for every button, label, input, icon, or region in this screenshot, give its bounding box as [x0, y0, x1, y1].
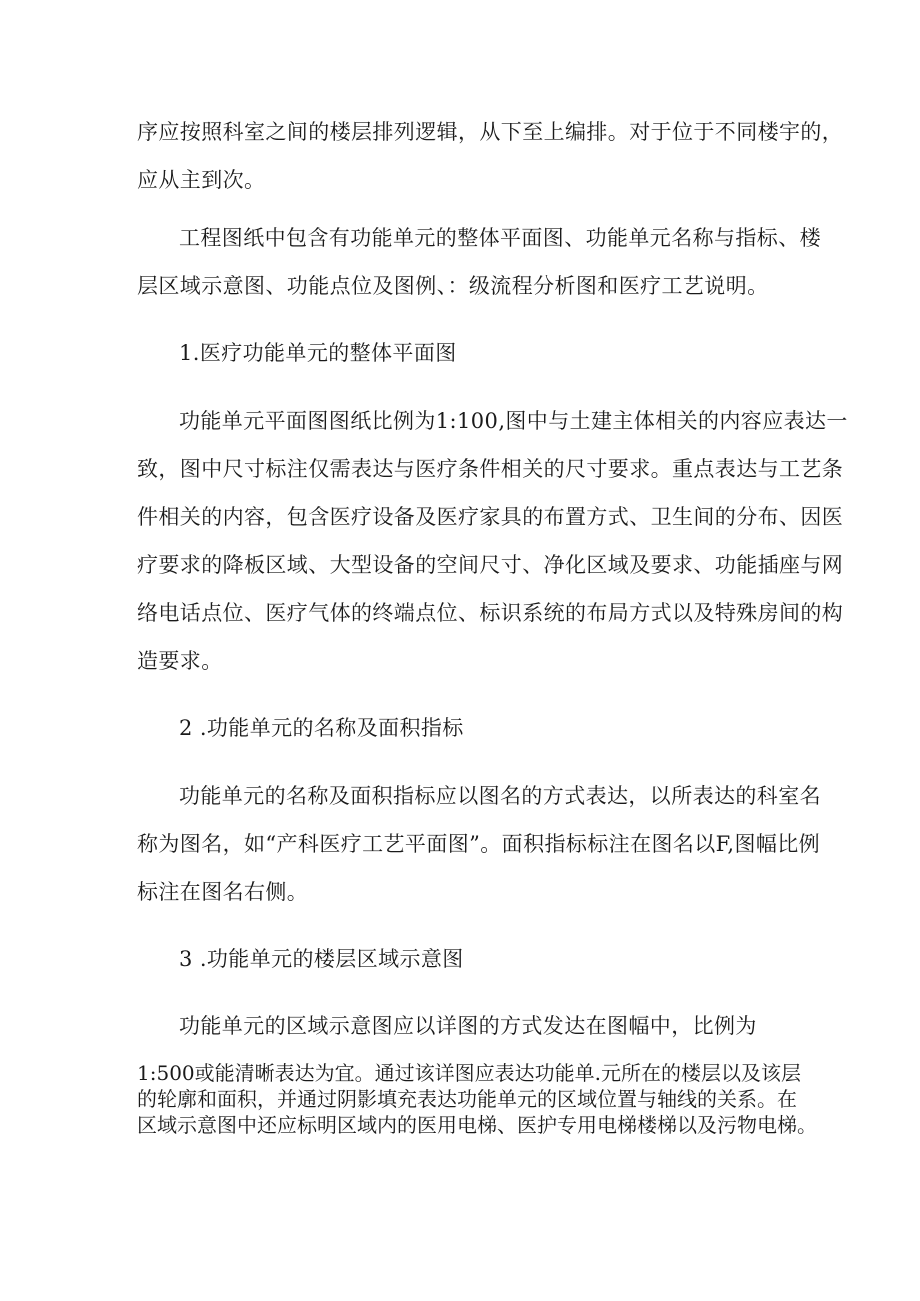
paragraph-line: 应从主到次。 [137, 168, 266, 192]
paragraph-line: 标注在图名右侧。 [137, 880, 309, 904]
section-heading: 2 .功能单元的名称及面积指标 [179, 716, 464, 740]
paragraph-line: 的轮廓和面积，并通过阴影填充表达功能单元的区域位置与轴线的关系。在 [137, 1087, 797, 1111]
paragraph-line: 序应按照科室之间的楼层排列逻辑，从下至上编排。对于位于不同楼宇的， [137, 120, 844, 144]
paragraph-line: 工程图纸中包含有功能单元的整体平面图、功能单元名称与指标、楼 [179, 226, 821, 250]
paragraph-line: 疗要求的降板区域、大型设备的空间尺寸、净化区域及要求、功能插座与网 [137, 553, 844, 577]
paragraph-line: 1:500或能清晰表达为宜。通过该详图应表达功能单.元所在的楼层以及该层 [137, 1061, 801, 1085]
paragraph-line: 功能单元的名称及面积指标应以图名的方式表达，以所表达的科室名 [179, 784, 821, 808]
section-heading: 3 .功能单元的楼层区域示意图 [179, 947, 464, 971]
paragraph-line: 层区域示意图、功能点位及图例、：级流程分析图和医疗工艺说明。 [137, 274, 769, 298]
paragraph-line: 区域示意图中还应标明区域内的医用电梯、医护专用电梯楼梯以及污物电梯。 [137, 1113, 817, 1137]
section-heading: 1.医疗功能单元的整体平面图 [179, 341, 457, 365]
paragraph-line: 致，图中尺寸标注仅需表达与医疗条件相关的尺寸要求。重点表达与工艺条 [137, 457, 844, 481]
paragraph-line: 件相关的内容，包含医疗设备及医疗家具的布置方式、卫生间的分布、因医 [137, 505, 844, 529]
paragraph-line: 造要求。 [137, 649, 223, 673]
paragraph-line: 络电话点位、医疗气体的终端点位、标识系统的布局方式以及特殊房间的构 [137, 601, 844, 625]
paragraph-line: 功能单元平面图图纸比例为1:100,图中与土建主体相关的内容应表达一 [179, 409, 848, 433]
paragraph-line: 功能单元的区域示意图应以详图的方式发达在图幅中，比例为 [179, 1014, 757, 1038]
paragraph-line: 称为图名，如“产科医疗工艺平面图”。面积指标标注在图名以F,图幅比例 [137, 832, 821, 856]
